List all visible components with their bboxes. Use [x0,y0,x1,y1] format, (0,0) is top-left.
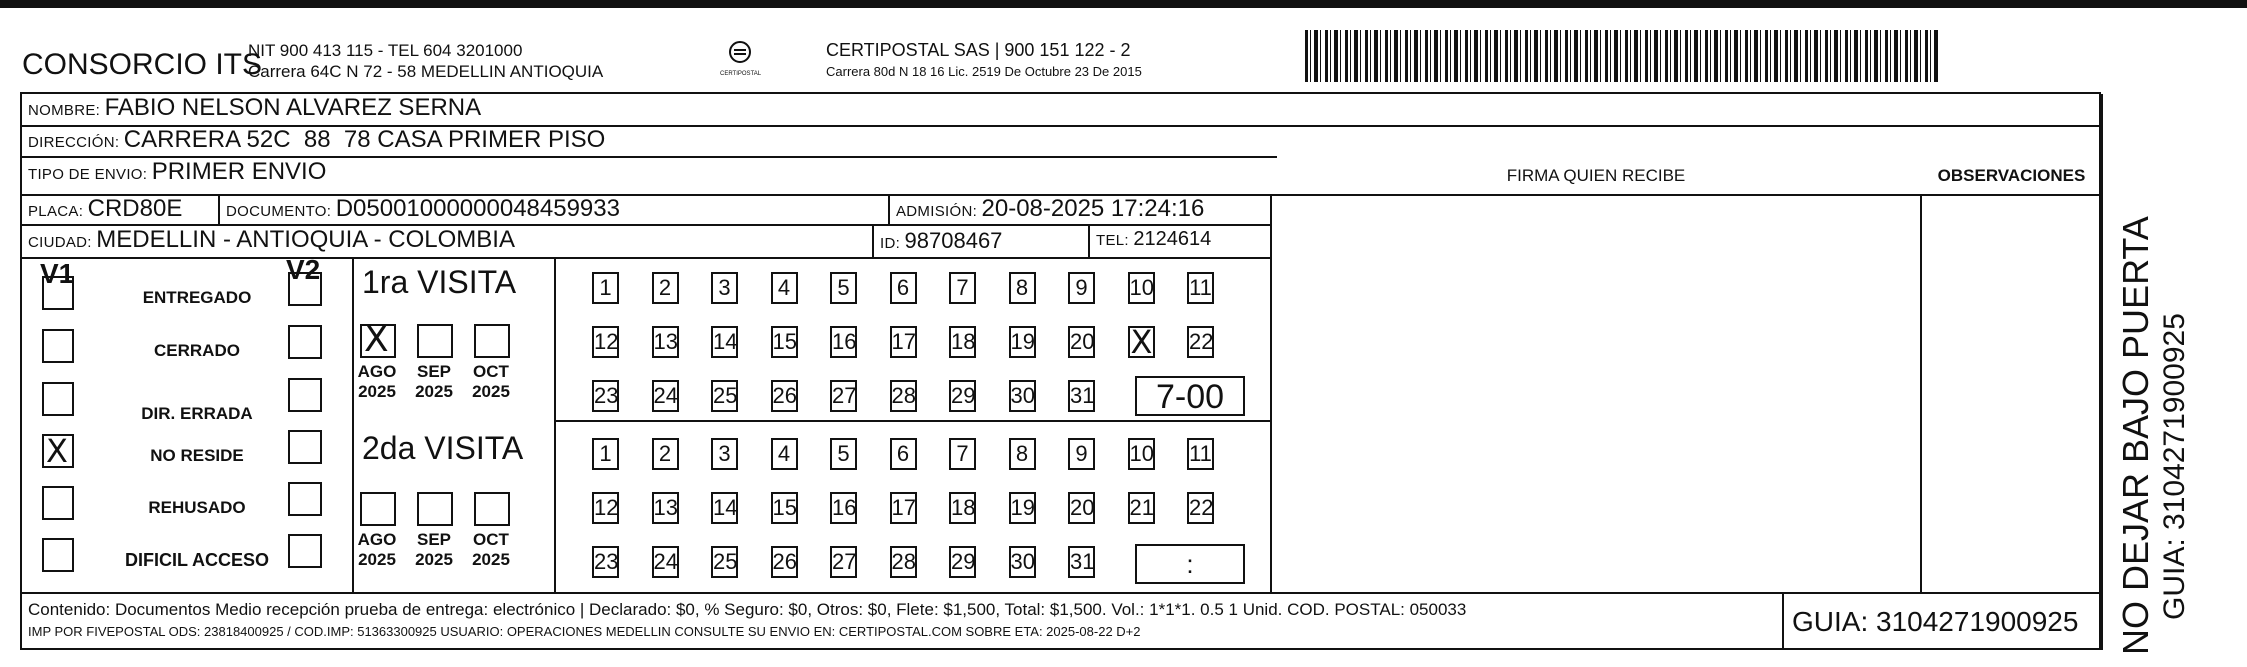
day-box[interactable]: 16 [830,492,857,524]
month-checkbox[interactable] [474,492,510,526]
month-label: OCT 2025 [472,530,510,569]
status-label: CERRADO [154,341,240,360]
day-box[interactable]: 26 [771,546,798,578]
day-box[interactable]: 7 [949,438,976,470]
day-box[interactable]: 30 [1009,546,1036,578]
v1-checkbox[interactable] [42,486,74,520]
company-info [248,40,603,82]
status-label: REHUSADO [148,498,246,517]
ciudad-value: MEDELLIN - ANTIOQUIA - COLOMBIA [96,226,515,253]
status-label: NO RESIDE [150,446,244,465]
month-checkbox[interactable] [360,319,396,360]
day-box[interactable]: 27 [830,546,857,578]
day-box[interactable]: 11 [1187,272,1214,304]
direccion-label: DIRECCIÓN: [28,134,120,151]
day-box[interactable]: 5 [830,438,857,470]
day-box[interactable]: 11 [1187,438,1214,470]
company-nit: NIT 900 413 115 - TEL 604 3201000 [248,41,523,60]
v1-checkbox[interactable] [42,538,74,572]
day-box[interactable]: 15 [771,492,798,524]
carrier-address: Carrera 80d N 18 16 Lic. 2519 De Octubre 23 De 2015 [826,64,1142,79]
tel-row [1096,228,1211,251]
day-box[interactable]: 8 [1009,438,1036,470]
nombre-row [28,94,481,122]
logo-icon [725,40,755,66]
month-check-mark: X [364,319,389,360]
certipostal-logo [720,40,760,77]
second-visit-title: 2da VISITA [362,430,524,466]
company-name: CONSORCIO ITS [22,48,263,81]
month-checkbox[interactable] [360,492,396,526]
guide-form [20,92,2101,650]
day-box[interactable]: 28 [890,546,917,578]
day-box[interactable]: 23 [592,380,619,412]
carrier-info [826,40,1142,82]
day-box[interactable]: 12 [592,492,619,524]
first-visit-time[interactable]: 7-00 [1135,376,1245,416]
ciudad-row [28,226,515,254]
status-label: DIFICIL ACCESO [124,550,269,570]
day-box[interactable]: 24 [652,380,679,412]
top-border [0,0,2247,8]
day-box[interactable]: 7 [949,272,976,304]
direccion-row [28,126,605,154]
day-box[interactable]: 20 [1068,492,1095,524]
status-label: DIR. ERRADA [141,404,253,423]
first-visit-title: 1ra VISITA [362,264,517,300]
day-box[interactable]: 31 [1068,380,1095,412]
footer-print-info: IMP POR FIVEPOSTAL ODS: 23818400925 / COD.IMP: 51363300925 USUARIO: OPERACIONES MEDELLIN CONSULTE SU ENVIO EN: CERTIPOSTAL.COM SOBRE ETA: 2025-08-22 D+2 [28,624,1141,639]
second-visit-time[interactable]: : [1135,544,1245,584]
day-box[interactable]: 27 [830,380,857,412]
day-box[interactable]: 3 [711,272,738,304]
documento-label: DOCUMENTO: [226,203,332,220]
day-box[interactable]: 2 [652,438,679,470]
day-box[interactable]: 6 [890,438,917,470]
day-box[interactable]: 16 [830,326,857,358]
day-box[interactable]: 2 [652,272,679,304]
company-address: Carrera 64C N 72 - 58 MEDELLIN ANTIOQUIA [248,62,604,81]
v1-checkbox[interactable] [42,329,74,363]
footer-contents: Contenido: Documentos Medio recepción prueba de entrega: electrónico | Declarado: $0, % Seguro: $0, Otros: $0, Flete: $1,500, Total: $1,500. Vol.: 1*1*1. 0.5 1 Unid. COD. POSTAL: 050033 [28,600,1467,619]
day-box[interactable]: 31 [1068,546,1095,578]
no-dejar-bajo-puerta: NO DEJAR BAJO PUERTA [2115,216,2156,655]
month-checkbox[interactable] [417,492,453,526]
day-box[interactable] [1128,323,1155,361]
v2-checkbox[interactable] [288,534,322,568]
placa-label: PLACA: [28,203,84,220]
logo-text: CERTIPOSTAL [720,71,762,77]
day-check-mark: X [1130,323,1153,361]
v2-header: V2 [286,254,321,285]
id-value: 98708467 [904,228,1003,253]
month-label: OCT 2025 [472,362,510,401]
day-box[interactable]: 13 [652,326,679,358]
guia-number: GUIA: 3104271900925 [1792,606,2079,637]
day-box[interactable]: 21 [1128,492,1155,524]
side-guia-number: GUIA: 3104271900925 [2158,313,2191,620]
day-box[interactable]: 24 [652,546,679,578]
day-box[interactable]: 19 [1009,326,1036,358]
placa-value: CRD80E [87,195,183,222]
v1-header: V1 [40,258,75,289]
admision-value: 20-08-2025 17:24:16 [981,195,1205,222]
v2-checkbox[interactable] [288,325,322,359]
day-box[interactable]: 10 [1128,438,1155,470]
firma-header: FIRMA QUIEN RECIBE [1506,166,1686,185]
day-box[interactable]: 4 [771,272,798,304]
direccion-value: CARRERA 52C 88 78 CASA PRIMER PISO [123,126,606,153]
tipo-envio-label: TIPO DE ENVIO: [28,166,148,183]
nombre-value: FABIO NELSON ALVAREZ SERNA [104,94,482,121]
tel-label: TEL: [1096,232,1129,249]
admision-row [896,195,1204,223]
month-label: SEP 2025 [415,362,453,401]
day-box[interactable]: 28 [890,380,917,412]
v2-checkbox[interactable] [288,378,322,412]
day-box[interactable]: 1 [592,438,619,470]
v1-checkbox[interactable] [42,382,74,416]
id-row [880,228,1002,254]
day-box[interactable]: 30 [1009,380,1036,412]
day-box[interactable]: 29 [949,380,976,412]
day-box[interactable]: 17 [890,492,917,524]
nombre-label: NOMBRE: [28,102,101,119]
day-box[interactable]: 14 [711,326,738,358]
v2-checkbox[interactable] [288,430,322,464]
day-box[interactable]: 22 [1187,492,1214,524]
status-label: ENTREGADO [142,288,252,307]
day-box[interactable]: 6 [890,272,917,304]
v1-checkbox[interactable] [42,434,74,468]
day-box[interactable]: 9 [1068,438,1095,470]
day-box[interactable]: 5 [830,272,857,304]
v1-check-mark: X [46,432,68,470]
day-box[interactable]: 3 [711,438,738,470]
barcode [1305,30,1938,82]
day-box[interactable]: 23 [592,546,619,578]
month-label: SEP 2025 [415,530,453,569]
day-box[interactable]: 17 [890,326,917,358]
placa-row [28,195,182,223]
day-box[interactable]: 8 [1009,272,1036,304]
day-box[interactable]: 29 [949,546,976,578]
v2-checkbox[interactable] [288,272,322,306]
documento-value: D05001000000048459933 [335,195,620,222]
tipo-envio-value: PRIMER ENVIO [151,158,327,185]
day-box[interactable]: 25 [711,546,738,578]
month-checkbox[interactable] [474,324,510,358]
id-label: ID: [880,235,901,252]
month-label: AGO 2025 [357,530,397,569]
day-box[interactable]: 20 [1068,326,1095,358]
day-box[interactable]: 10 [1128,272,1155,304]
day-box[interactable]: 1 [592,272,619,304]
day-box[interactable]: 9 [1068,272,1095,304]
day-box[interactable]: 15 [771,326,798,358]
v1-checkbox[interactable] [42,276,74,310]
day-box[interactable]: 25 [711,380,738,412]
month-label: AGO 2025 [357,362,397,401]
v2-checkbox[interactable] [288,482,322,516]
day-box[interactable]: 14 [711,492,738,524]
documento-row [226,195,620,223]
day-box[interactable]: 18 [949,492,976,524]
carrier-name: CERTIPOSTAL SAS | 900 151 122 - 2 [826,40,1131,60]
tipo-envio-row [28,158,326,186]
day-box[interactable]: 22 [1187,326,1214,358]
month-checkbox[interactable] [417,324,453,358]
day-box[interactable]: 26 [771,380,798,412]
day-box[interactable]: 12 [592,326,619,358]
day-box[interactable]: 4 [771,438,798,470]
day-box[interactable]: 19 [1009,492,1036,524]
tel-value: 2124614 [1133,228,1212,250]
day-box[interactable]: 18 [949,326,976,358]
admision-label: ADMISIÓN: [896,203,978,220]
day-box[interactable]: 13 [652,492,679,524]
ciudad-label: CIUDAD: [28,234,92,251]
observaciones-header: OBSERVACIONES [1937,166,2086,185]
